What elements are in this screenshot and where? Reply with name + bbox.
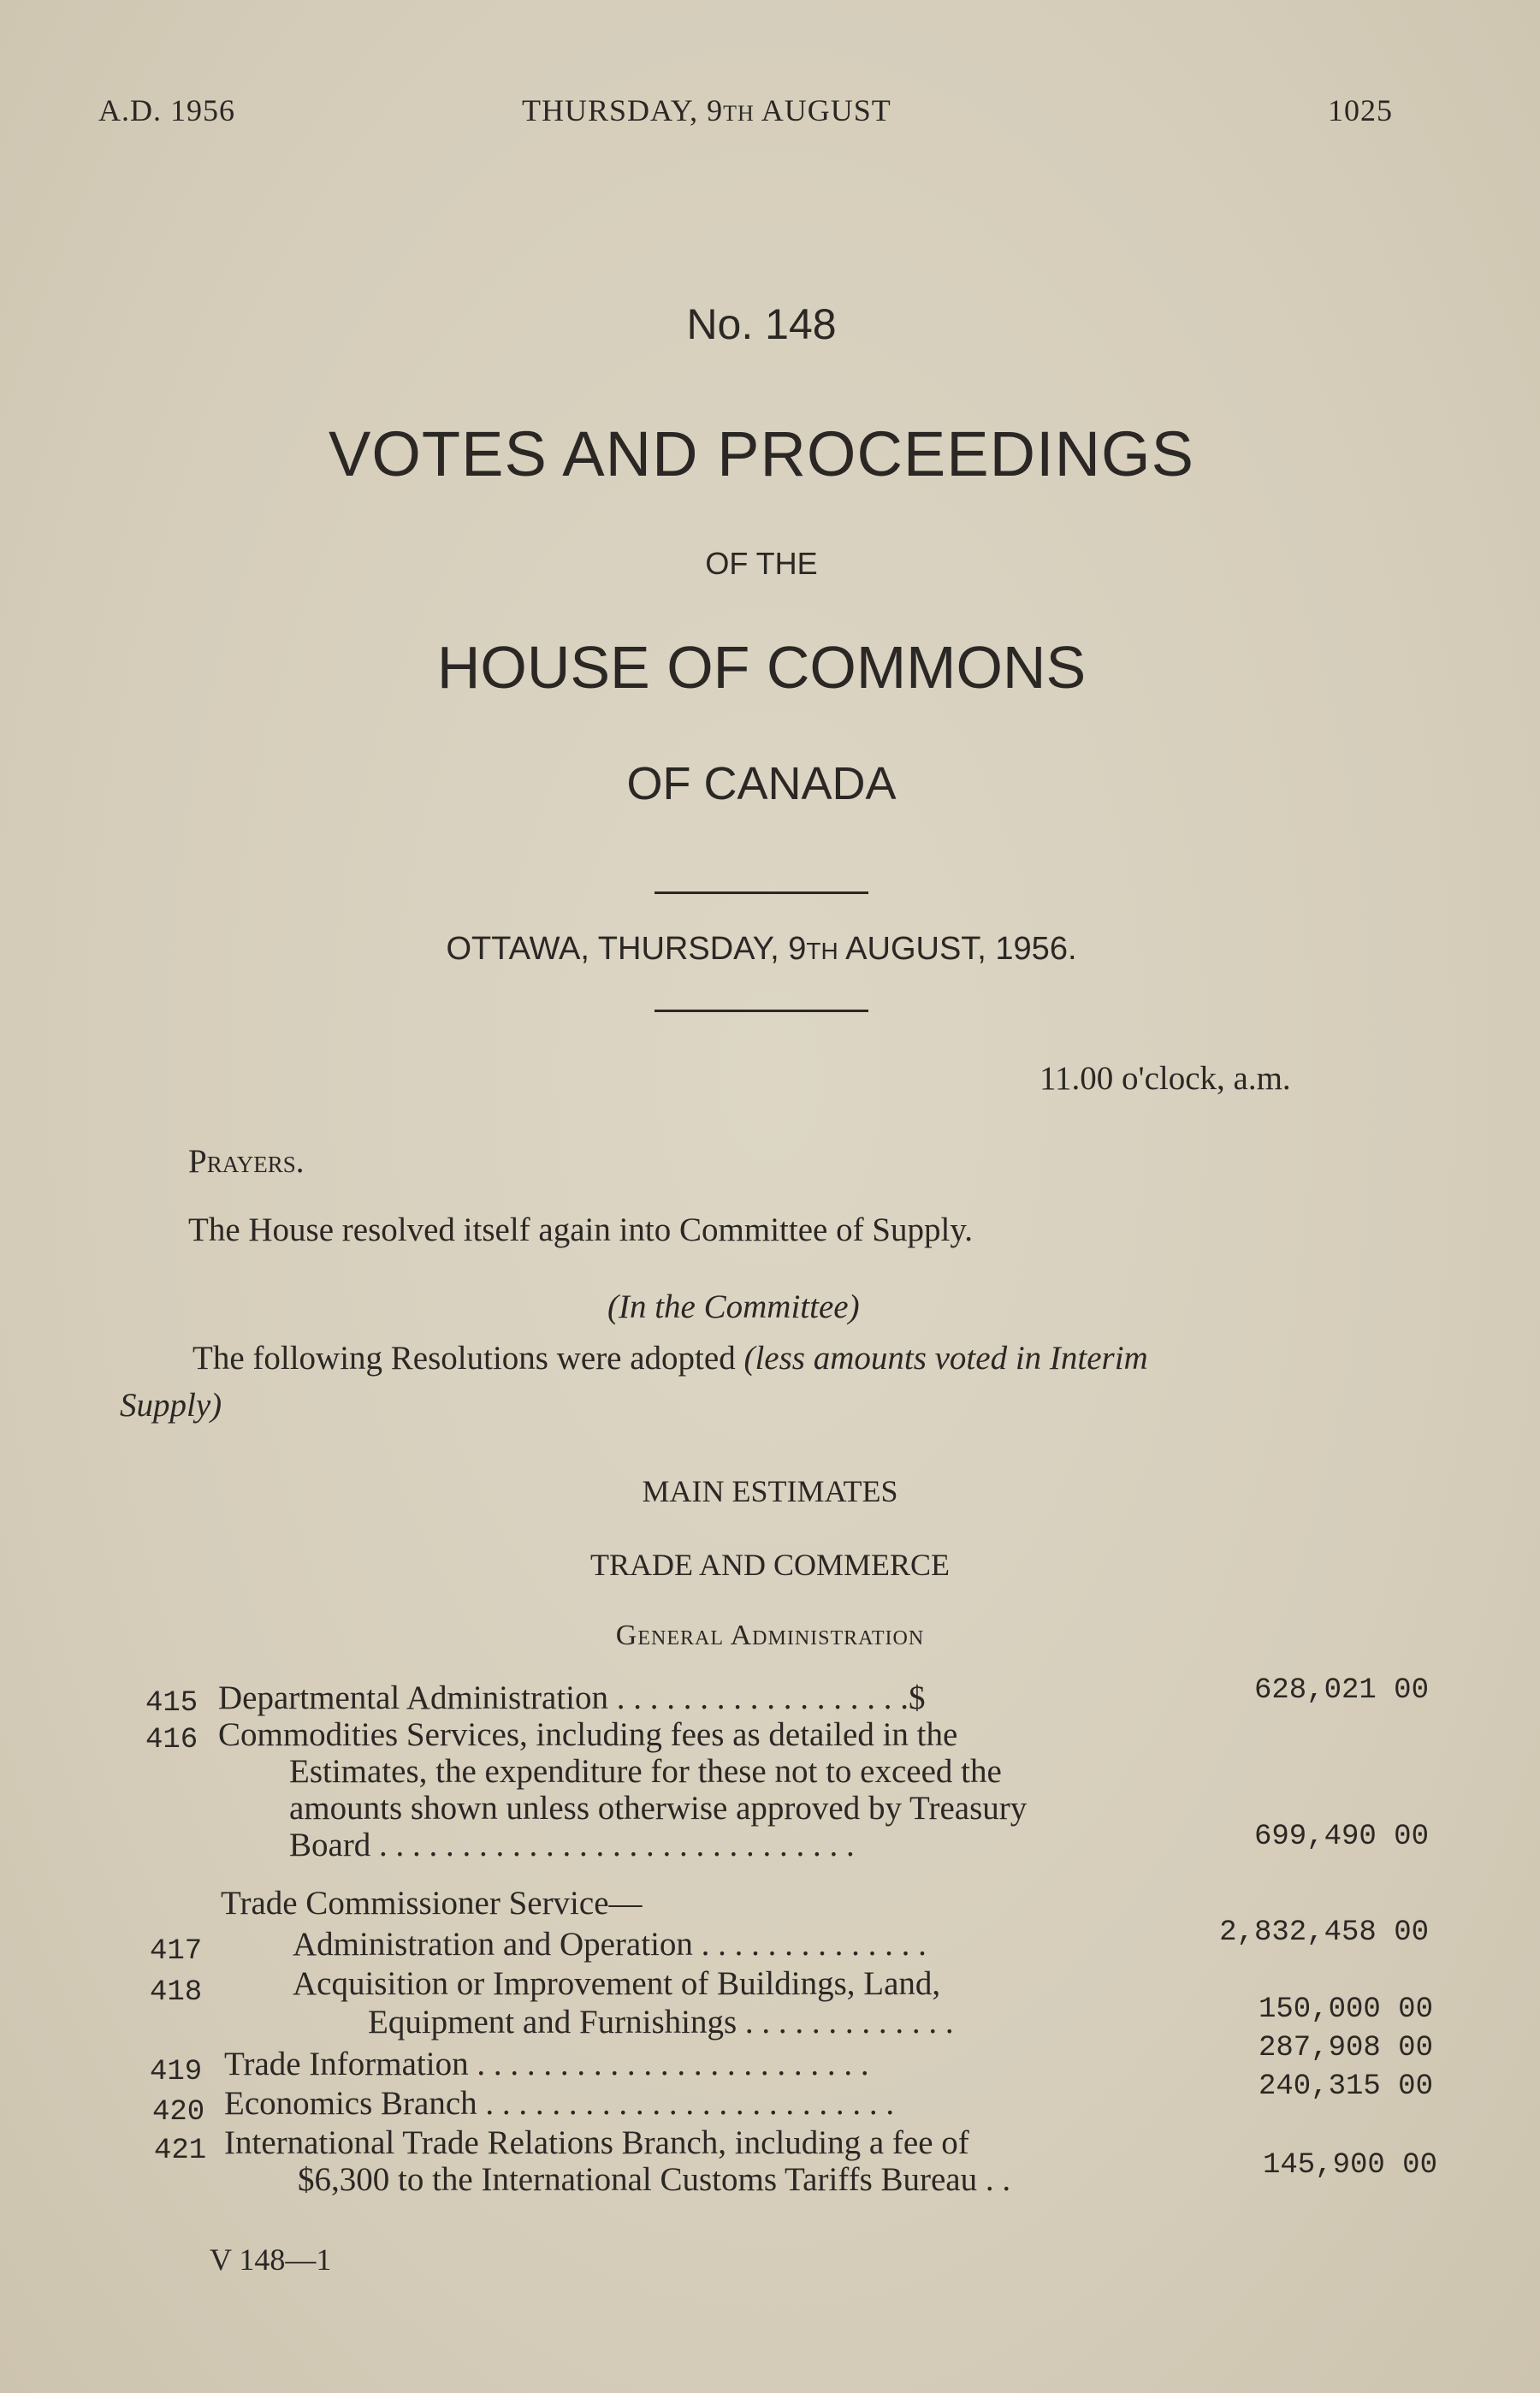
resolutions-intro (192, 1339, 1148, 1377)
vote-description: Trade Information . . . . . . . . . . . . . . . . . . . . . . . . (224, 2046, 869, 2082)
subheading-trade-commissioner: Trade Commissioner Service— (221, 1885, 643, 1922)
department-heading: TRADE AND COMMERCE (589, 1548, 951, 1582)
header-date-month: AUGUST (754, 93, 891, 127)
dateline (0, 931, 1531, 968)
vote-number: 415 (145, 1687, 198, 1720)
vote-number: 420 (152, 2096, 205, 2129)
vote-description: Commodities Services, including fees as detailed in the (218, 1716, 958, 1753)
vote-description: Departmental Administration . . . . . . . . . . . . . . . . . .$ (218, 1679, 926, 1716)
dateline-ordinal: TH (806, 938, 838, 964)
sitting-time: 11.00 o'clock, a.m. (1040, 1060, 1291, 1097)
resolutions-intro-continuation: Supply) (120, 1387, 222, 1424)
vote-description-continued: $6,300 to the International Customs Tariffs Bureau . . (298, 2161, 1011, 2198)
subtitle-of-the: OF THE (705, 546, 818, 581)
vote-number: 421 (154, 2135, 207, 2167)
signature-footer: V 148—1 (210, 2242, 332, 2277)
committee-of-supply-text: The House resolved itself again into Committee of Supply. (188, 1211, 974, 1248)
vote-number: 419 (150, 2056, 203, 2088)
prayers-heading: Prayers. (188, 1143, 305, 1180)
issue-number: No. 148 (686, 300, 837, 348)
vote-description-continued: Board . . . . . . . . . . . . . . . . . . . . . . . . . . . . . (289, 1827, 855, 1863)
vote-amount: 287,908 00 (1258, 2032, 1433, 2064)
resolutions-intro-text: The following Resolutions were adopted (192, 1340, 736, 1377)
vote-amount: 145,900 00 (1262, 2149, 1437, 2182)
dateline-day: OTTAWA, THURSDAY, 9 (446, 931, 807, 967)
section-heading: General Administration (615, 1620, 925, 1651)
vote-amount: 2,832,458 00 (1219, 1916, 1429, 1949)
divider-top (654, 891, 868, 894)
vote-description: Administration and Operation . . . . . . . . . . . . . . (293, 1926, 927, 1963)
dateline-month-year: AUGUST, 1956. (838, 931, 1077, 967)
document-title: VOTES AND PROCEEDINGS (329, 418, 1194, 489)
running-header-year: A.D. 1956 (98, 93, 235, 127)
subtitle-of-canada: OF CANADA (626, 758, 897, 809)
vote-description-continued: amounts shown unless otherwise approved by Treasury (289, 1790, 1028, 1827)
divider-bottom (654, 1010, 868, 1012)
vote-amount: 150,000 00 (1258, 1993, 1433, 2026)
vote-number: 417 (150, 1935, 203, 1968)
vote-description: International Trade Relations Branch, including a fee of (224, 2124, 969, 2161)
house-title: HOUSE OF COMMONS (436, 634, 1087, 701)
running-header-date (522, 92, 891, 128)
vote-description: Acquisition or Improvement of Buildings, Land, (293, 1965, 941, 2002)
vote-amount: 699,490 00 (1253, 1821, 1429, 1853)
vote-amount: 628,021 00 (1253, 1674, 1429, 1707)
page-number: 1025 (1328, 93, 1393, 127)
resolutions-intro-italic: (less amounts voted in Interim (743, 1340, 1148, 1377)
main-estimates-heading: MAIN ESTIMATES (642, 1474, 898, 1508)
header-date-ordinal: TH (723, 101, 755, 126)
vote-number: 418 (150, 1976, 203, 2009)
vote-description: Economics Branch . . . . . . . . . . . . . . . . . . . . . . . . . (224, 2085, 895, 2122)
vote-description-continued: Estimates, the expenditure for these not to exceed the (289, 1753, 1002, 1790)
in-committee-note: (In the Committee) (607, 1288, 860, 1325)
vote-description-continued: Equipment and Furnishings . . . . . . . . . . . . . (368, 2004, 954, 2041)
header-date-day: THURSDAY, 9 (522, 93, 724, 127)
vote-amount: 240,315 00 (1258, 2070, 1433, 2103)
vote-number: 416 (145, 1724, 198, 1756)
